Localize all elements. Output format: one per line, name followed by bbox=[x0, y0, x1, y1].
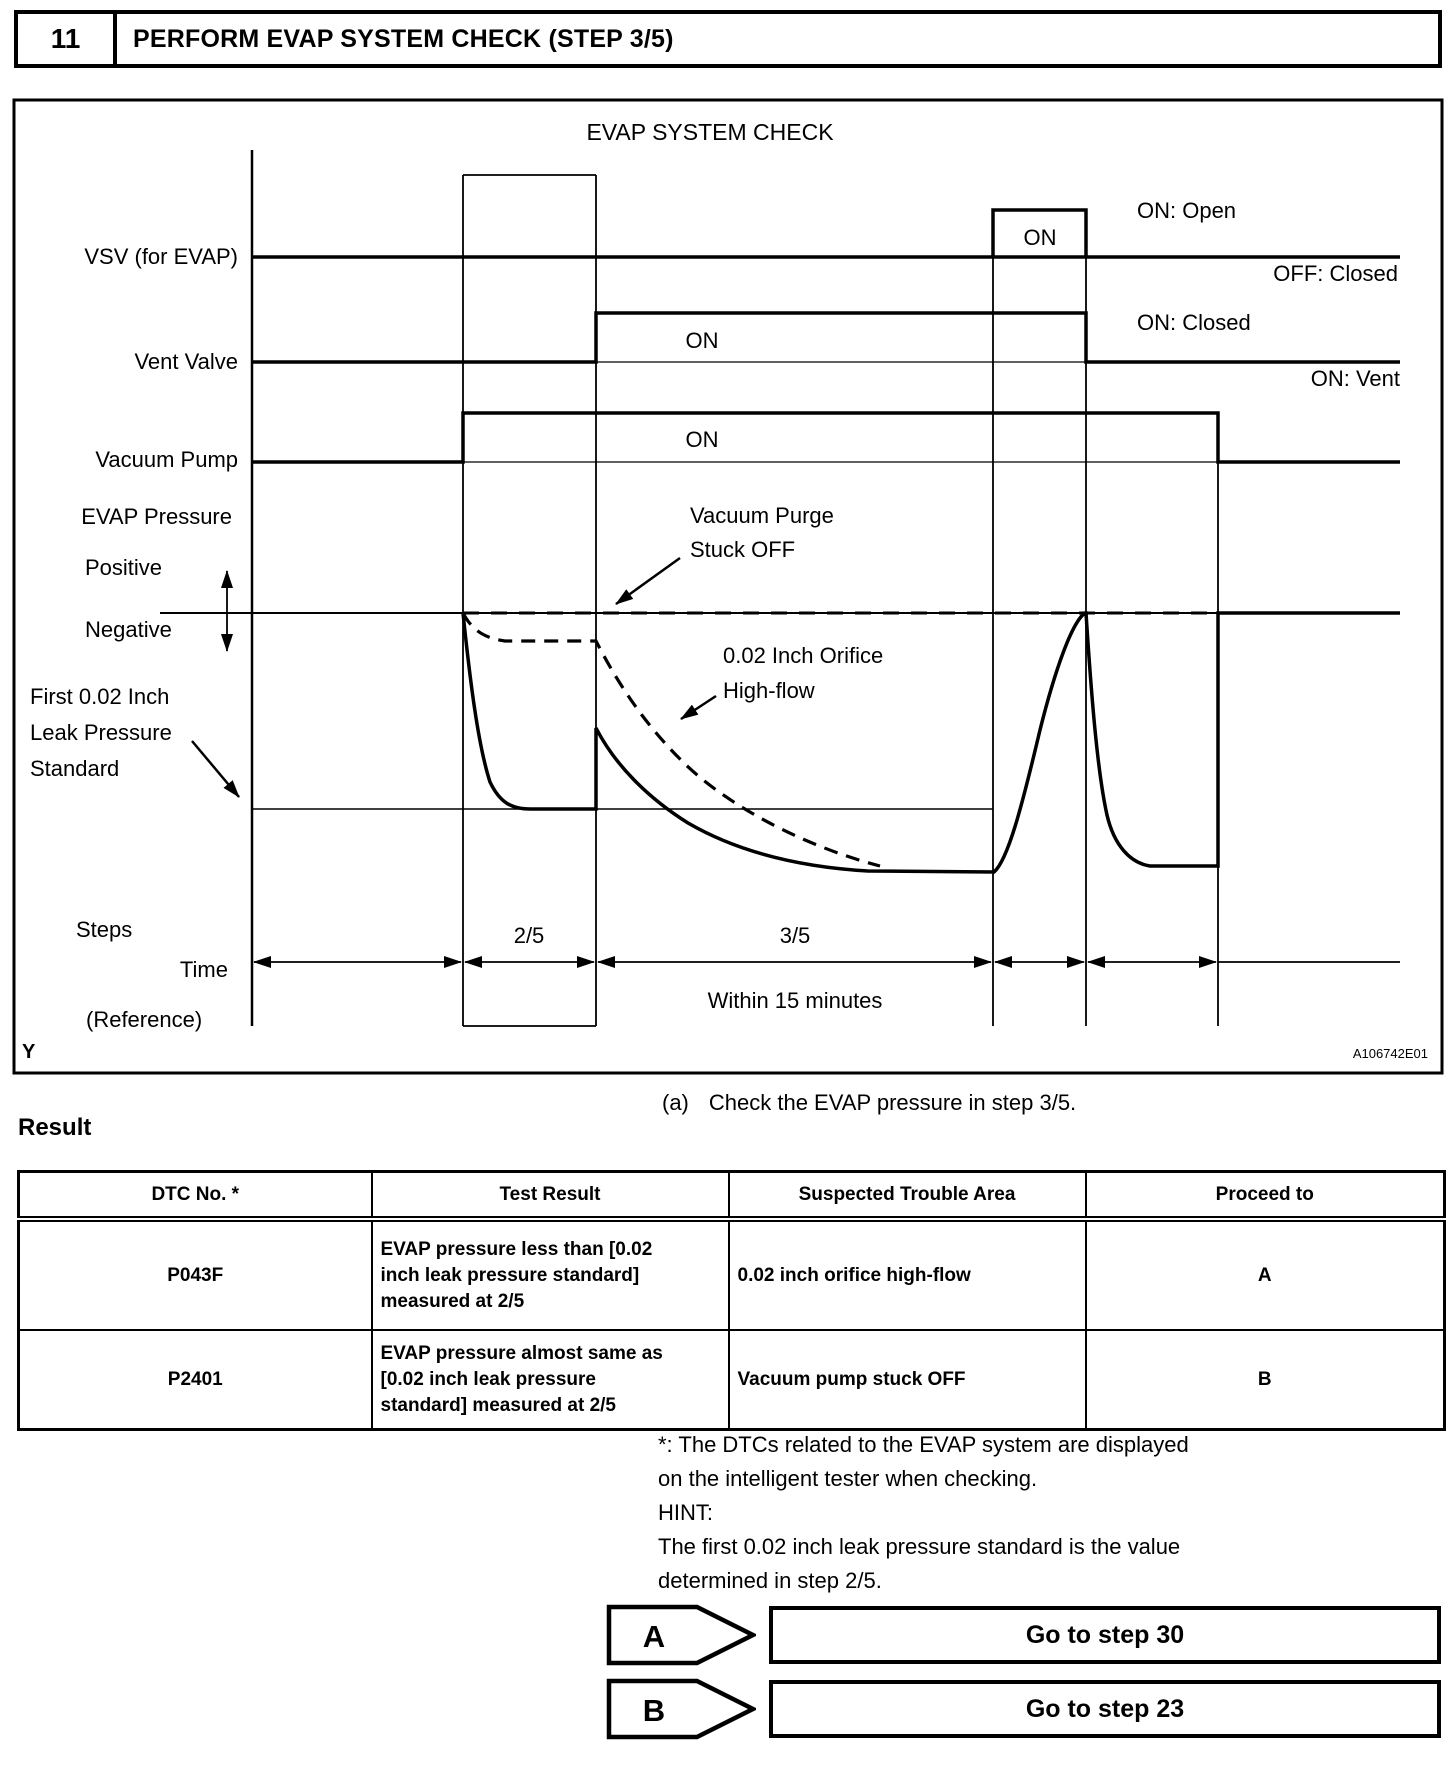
legend-vent-off: ON: Vent bbox=[1310, 366, 1400, 391]
table-row bbox=[19, 1330, 1445, 1430]
test-result-line: [0.02 inch leak pressure bbox=[380, 1368, 596, 1390]
test-result-line: EVAP pressure less than [0.02 bbox=[380, 1238, 653, 1260]
proceed-cell: A bbox=[1086, 1219, 1445, 1330]
vsv-label: VSV (for EVAP) bbox=[84, 244, 238, 269]
test-result-cell bbox=[372, 1330, 729, 1430]
table-row bbox=[19, 1219, 1445, 1330]
caption-index: (a) bbox=[662, 1090, 689, 1115]
page-title: PERFORM EVAP SYSTEM CHECK (STEP 3/5) bbox=[133, 24, 674, 53]
vsv-on-label: ON bbox=[1023, 225, 1057, 250]
positive-label: Positive bbox=[85, 555, 163, 580]
test-result-line: measured at 2/5 bbox=[380, 1290, 525, 1312]
stuck-off-label-line2: Stuck OFF bbox=[690, 537, 796, 562]
hint-heading: HINT: bbox=[658, 1500, 713, 1525]
negative-label: Negative bbox=[85, 617, 172, 642]
action-row-b bbox=[606, 1678, 1441, 1740]
col-header-test-result: Test Result bbox=[372, 1172, 729, 1220]
col-header-trouble-area: Suspected Trouble Area bbox=[729, 1172, 1086, 1220]
test-result-line: inch leak pressure standard] bbox=[380, 1264, 640, 1286]
step-3-5-label: 3/5 bbox=[779, 923, 811, 948]
go-to-step-23: Go to step 23 bbox=[769, 1680, 1441, 1738]
trouble-area-cell: Vacuum pump stuck OFF bbox=[729, 1330, 1086, 1430]
table-header-row bbox=[19, 1172, 1445, 1220]
orifice-label-line2: High-flow bbox=[723, 678, 815, 703]
step-2-5-label: 2/5 bbox=[513, 923, 545, 948]
evap-pressure-trace bbox=[463, 613, 1400, 872]
result-b-label: B bbox=[642, 1693, 666, 1728]
caption-text: Check the EVAP pressure in step 3/5. bbox=[708, 1090, 1077, 1115]
test-result-line: standard] measured at 2/5 bbox=[380, 1394, 616, 1416]
result-a-pointer-icon bbox=[606, 1604, 756, 1666]
test-result-cell bbox=[372, 1219, 729, 1330]
legend-vent-on: ON: Closed bbox=[1137, 310, 1251, 335]
test-result-line: EVAP pressure almost same as bbox=[380, 1342, 663, 1364]
vent-on-label: ON bbox=[685, 328, 719, 353]
leak-standard-label-line3: Standard bbox=[30, 756, 120, 781]
leak-standard-label-line1: First 0.02 Inch bbox=[30, 684, 170, 709]
col-header-proceed-to: Proceed to bbox=[1086, 1172, 1445, 1220]
caption bbox=[662, 1090, 1076, 1116]
footnote-line: *: The DTCs related to the EVAP system are displayed bbox=[658, 1432, 1189, 1457]
stuck-off-arrow-icon bbox=[616, 558, 680, 604]
footnote-block bbox=[658, 1428, 1189, 1598]
legend-vsv-off: OFF: Closed bbox=[1273, 261, 1398, 286]
stuck-off-label-line1: Vacuum Purge bbox=[690, 503, 834, 528]
evap-pressure-label: EVAP Pressure bbox=[81, 504, 232, 529]
vacuum-pump-label: Vacuum Pump bbox=[95, 447, 238, 472]
time-label: Time bbox=[179, 957, 228, 982]
hint-line: The first 0.02 inch leak pressure standard is the value bbox=[658, 1534, 1181, 1559]
within-15-minutes-label: Within 15 minutes bbox=[707, 988, 883, 1013]
orifice-arrow-icon bbox=[681, 696, 716, 719]
action-row-a bbox=[606, 1604, 1441, 1666]
pump-on-label: ON bbox=[685, 427, 719, 452]
figure-code: A106742E01 bbox=[1352, 1046, 1428, 1061]
vacuum-pump-signal bbox=[252, 413, 1400, 462]
leak-standard-arrow-icon bbox=[192, 741, 239, 797]
diagram-title: EVAP SYSTEM CHECK bbox=[586, 119, 834, 145]
result-b-pointer-icon bbox=[606, 1678, 756, 1740]
hint-line: determined in step 2/5. bbox=[658, 1568, 882, 1593]
col-header-dtc: DTC No. * bbox=[19, 1172, 372, 1220]
step-number: 11 bbox=[18, 14, 117, 64]
vent-valve-label: Vent Valve bbox=[134, 349, 238, 374]
orifice-label-line1: 0.02 Inch Orifice bbox=[723, 643, 884, 668]
footnote-line: on the intelligent tester when checking. bbox=[658, 1466, 1038, 1491]
leak-standard-label-line2: Leak Pressure bbox=[30, 720, 172, 745]
corner-y-label: Y bbox=[22, 1041, 36, 1063]
result-heading: Result bbox=[18, 1114, 92, 1141]
legend-vsv-on: ON: Open bbox=[1137, 198, 1237, 223]
steps-label: Steps bbox=[76, 917, 133, 942]
result-a-label: A bbox=[642, 1619, 666, 1654]
go-to-step-30: Go to step 30 bbox=[769, 1606, 1441, 1664]
reference-label: (Reference) bbox=[86, 1007, 203, 1032]
result-table bbox=[17, 1170, 1446, 1431]
guide-lines bbox=[252, 150, 1218, 1026]
trouble-area-cell: 0.02 inch orifice high-flow bbox=[729, 1219, 1086, 1330]
dtc-cell: P043F bbox=[19, 1219, 372, 1330]
proceed-cell: B bbox=[1086, 1330, 1445, 1430]
dtc-cell: P2401 bbox=[19, 1330, 372, 1430]
